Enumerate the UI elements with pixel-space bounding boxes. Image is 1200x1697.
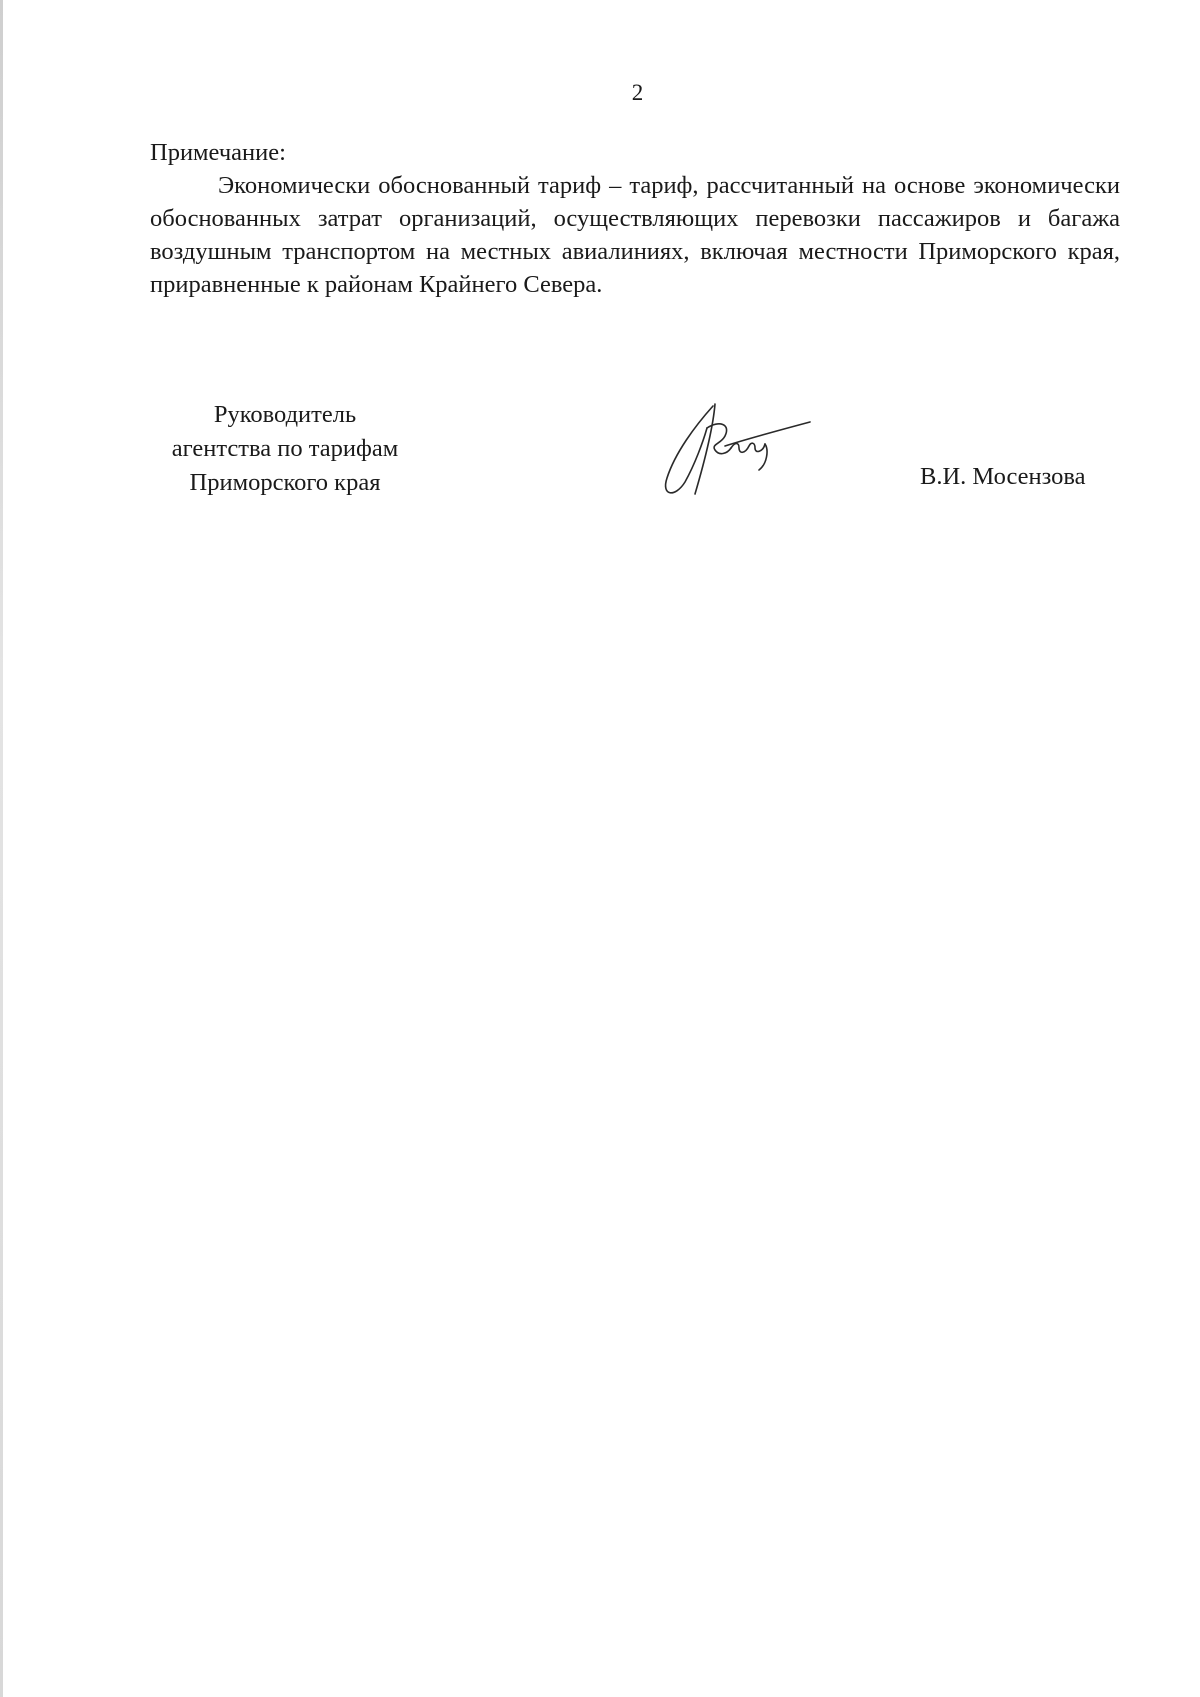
note-block xyxy=(150,136,1120,301)
note-label: Примечание: xyxy=(150,139,286,166)
note-text: Экономически обоснованный тариф – тариф, рассчитанный на основе экономически обоснованных затрат организаций, осуществляющих перевозки пассажиров и багажа воздушным транспортом на местных авиалиниях, включая местности Приморского края, приравненные к районам Крайнего Севера. xyxy=(150,172,1120,298)
page-number: 2 xyxy=(631,80,644,105)
handwritten-signature xyxy=(655,398,815,503)
signatory-title xyxy=(140,398,430,500)
signatory-title-line: Руководитель xyxy=(213,401,357,428)
scan-edge xyxy=(0,0,3,1697)
signatory-title-line: Приморского края xyxy=(189,469,381,496)
signatory-name: В.И. Мосензова xyxy=(920,463,1086,490)
signatory-title-line: агентства по тарифам xyxy=(171,435,399,462)
